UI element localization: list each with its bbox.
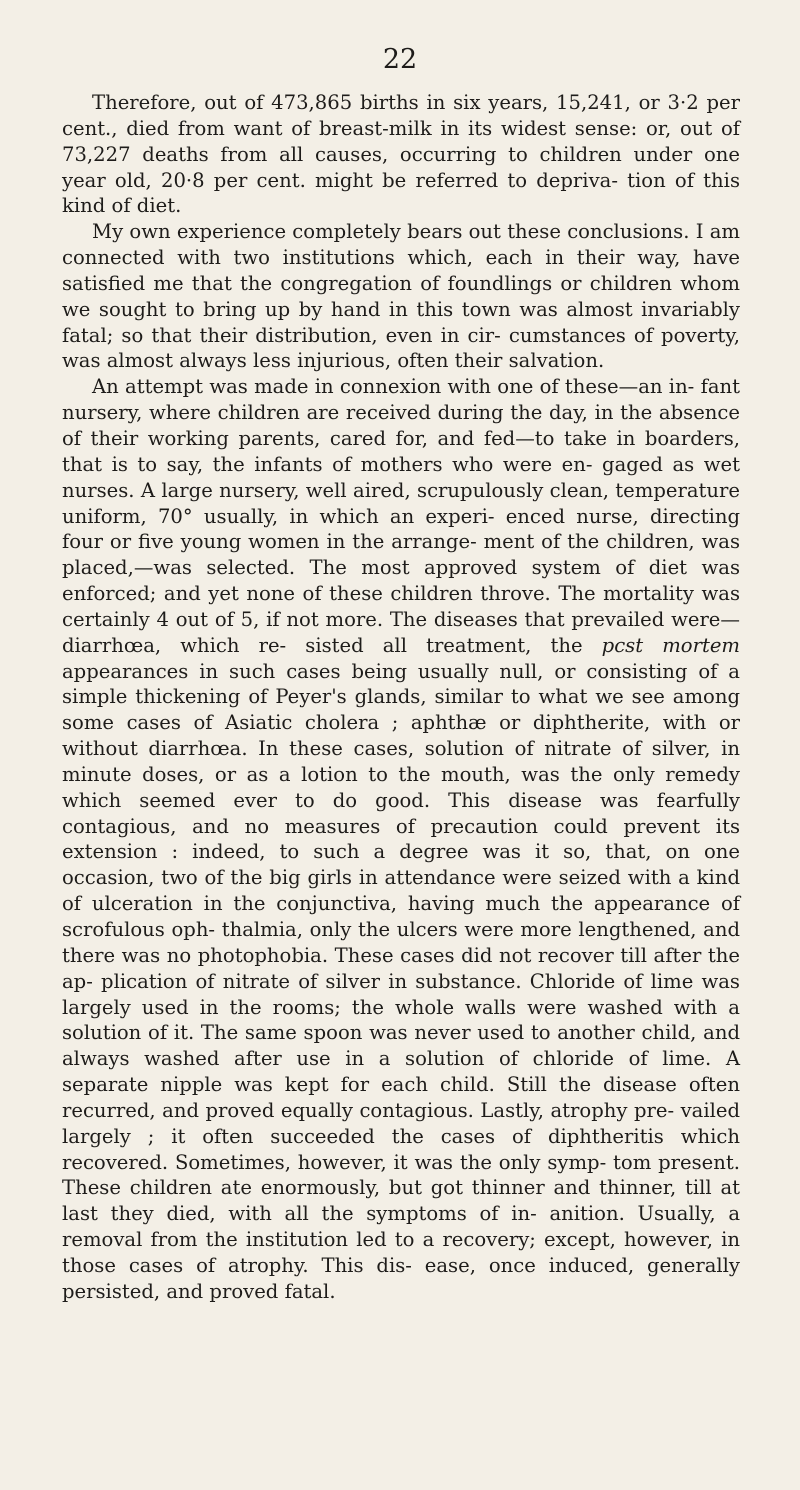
paragraph-text-after-italic: appearances in such cases being usually null, or consisting of a simple thickening of Peyer's glands, similar to what we see among some cases of Asiatic cholera ; aphthæ or diphtherite, with or without diarrhœa. In these cases, solution of nitrate of silver, in minute doses, or as a lotion to the mouth, was the only remedy which seemed ever to do good. This disease was fearfully contagious, and no measures of precaution could prevent its extension : indeed, to such a degree was it so, that, on one occasion, two of the big girls in attendance were seized with a kind of ulceration in the conjunctiva, having much the appearance of scrofulous oph- thalmia, only the ulcers were more lengthened, and there was no photophobia. These cases did not recover till after the ap- plication of nitrate of silver in substance. Chloride of lime was largely used in the rooms; the whole walls were washed with a solution of it. The same spoon was never used to another child, and always washed after use in a solution of chloride of lime. A separate nipple was kept for each child. Still the disease often recurred, and proved equally contagious. Lastly, atrophy pre- vailed largely ; it often succeeded the cases of diphtheritis which recovered. Sometimes, however, it was the only symp- tom present. These children ate enormously, but got thinner and thinner, till at last they died, with all the symptoms of in- anition. Usually, a removal from the institution led to a recovery; except, however, in those cases of atrophy. This dis- ease, once induced, generally persisted, and proved fatal. bbox=[62, 659, 740, 1303]
paragraph-statistics: Therefore, out of 473,865 births in six years, 15,241, or 3·2 per cent., died from want of breast-milk in its widest sense: or, out of 73,227 deaths from all causes, occurring to children under one year old, 20·8 per cent. might be referred to depriva- tion of this kind of diet. bbox=[62, 91, 740, 218]
page-number: 22 bbox=[382, 44, 418, 75]
paragraph-text-before-italic: An attempt was made in connexion with one of these—an in- fant nursery, where children are received during the day, in the absence of their working parents, cared for, and fed—to take in boarders, that is to say, the infants of mothers who were en- gaged as wet nurses. A large nursery, well aired, scrupulously clean, temperature uniform, 70° usually, in which an experi- enced nurse, directing four or five young women in the arrange- ment of the children, was placed,—was selected. The most approved system of diet was enforced; and yet none of these children throve. The mortality was certainly 4 out of 5, if not more. The diseases that prevailed were—diarrhœa, which re- sisted all treatment, the bbox=[62, 375, 740, 657]
body-text bbox=[62, 90, 740, 1305]
italic-phrase: pcst mortem bbox=[601, 633, 740, 657]
paragraph-experience: My own experience completely bears out these conclusions. I am connected with two institutions which, each in their way, have satisfied me that the congregation of foundlings or children whom we sought to bring up by hand in this town was almost invariably fatal; so that their distribution, even in cir- cumstances of poverty, was almost always less injurious, often their salvation. bbox=[62, 220, 740, 373]
paragraph-infant-nursery bbox=[62, 374, 740, 1304]
